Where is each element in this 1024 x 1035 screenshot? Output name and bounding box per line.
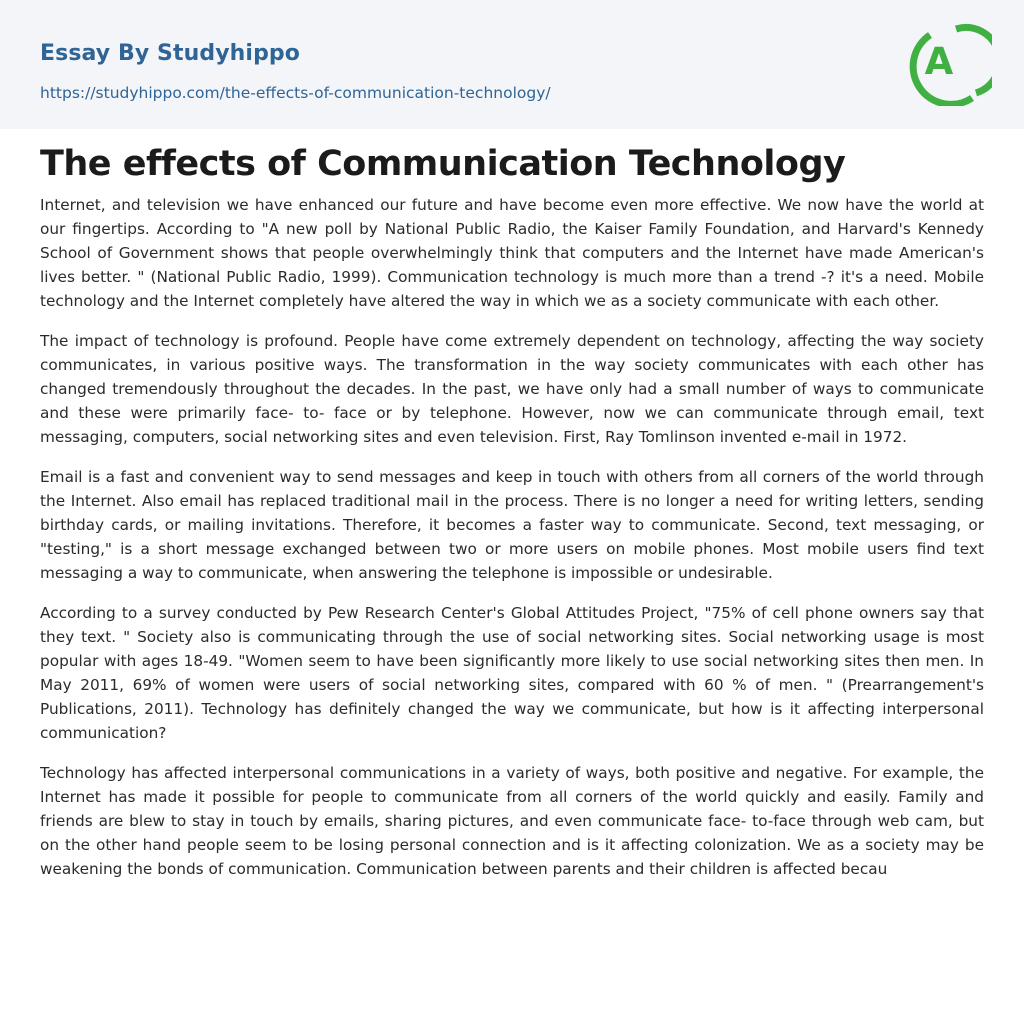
logo-letter: A bbox=[924, 40, 954, 83]
site-header bbox=[0, 0, 1024, 129]
studyhippo-logo-icon[interactable] bbox=[906, 18, 992, 106]
essay-url-link[interactable]: https://studyhippo.com/the-effects-of-communication-technology/ bbox=[40, 84, 551, 102]
essay-paragraph-5: Technology has affected interpersonal communications in a variety of ways, both positive and negative. For example, the Internet has made it possible for people to communicate from all corners of the world quickly and easily. Family and friends are blew to stay in touch by emails, sharing pictures, and even communicate face- to-face through web cam, but on the other hand people seem to be losing personal connection and is it affecting colonization. We as a society may be weakening the bonds of communication. Communication between parents and their children is affected becau bbox=[40, 764, 984, 878]
essay-paragraph-2: The impact of technology is profound. People have come extremely dependent on technology, affecting the way society communicates, in various positive ways. The transformation in the way society communicates with each other has changed tremendously throughout the decades. In the past, we have only had a small number of ways to communicate and these were primarily face- to- face or by telephone. However, now we can communicate through email, text messaging, computers, social networking sites and even television. First, Ray Tomlinson invented e-mail in 1972. bbox=[40, 332, 984, 446]
essay-title: The effects of Communication Technology bbox=[40, 144, 846, 184]
essay-paragraph-4: According to a survey conducted by Pew Research Center's Global Attitudes Project, "75% of cell phone owners say that they text. " Society also is communicating through the use of social networking sites. Social networking usage is most popular with ages 18-49. "Women seem to have been significantly more likely to use social networking sites then men. In May 2011, 69% of women were users of social networking sites, compared with 60 % of men. " (Prearrangement's Publications, 2011). Technology has definitely changed the way we communicate, but how is it affecting interpersonal communication? bbox=[40, 604, 984, 742]
essay-paragraph-1: Internet, and television we have enhanced our future and have become even more effective. We now have the world at our fingertips. According to "A new poll by National Public Radio, the Kaiser Family Foundation, and Harvard's Kennedy School of Government shows that people overwhelmingly think that computers and the Internet have made American's lives better. " (National Public Radio, 1999). Communication technology is much more than a trend -? it's a need. Mobile technology and the Internet completely have altered the way in which we as a society communicate with each other. bbox=[40, 196, 984, 310]
essay-paragraph-3: Email is a fast and convenient way to send messages and keep in touch with others from all corners of the world through the Internet. Also email has replaced traditional mail in the process. There is no longer a need for writing letters, sending birthday cards, or mailing invitations. Therefore, it becomes a faster way to communicate. Second, text messaging, or "testing," is a short message exchanged between two or more users on mobile phones. Most mobile users find text messaging a way to communicate, when answering the telephone is impossible or undesirable. bbox=[40, 468, 984, 582]
essay-body bbox=[40, 193, 984, 897]
site-brand[interactable]: Essay By Studyhippo bbox=[40, 41, 300, 66]
